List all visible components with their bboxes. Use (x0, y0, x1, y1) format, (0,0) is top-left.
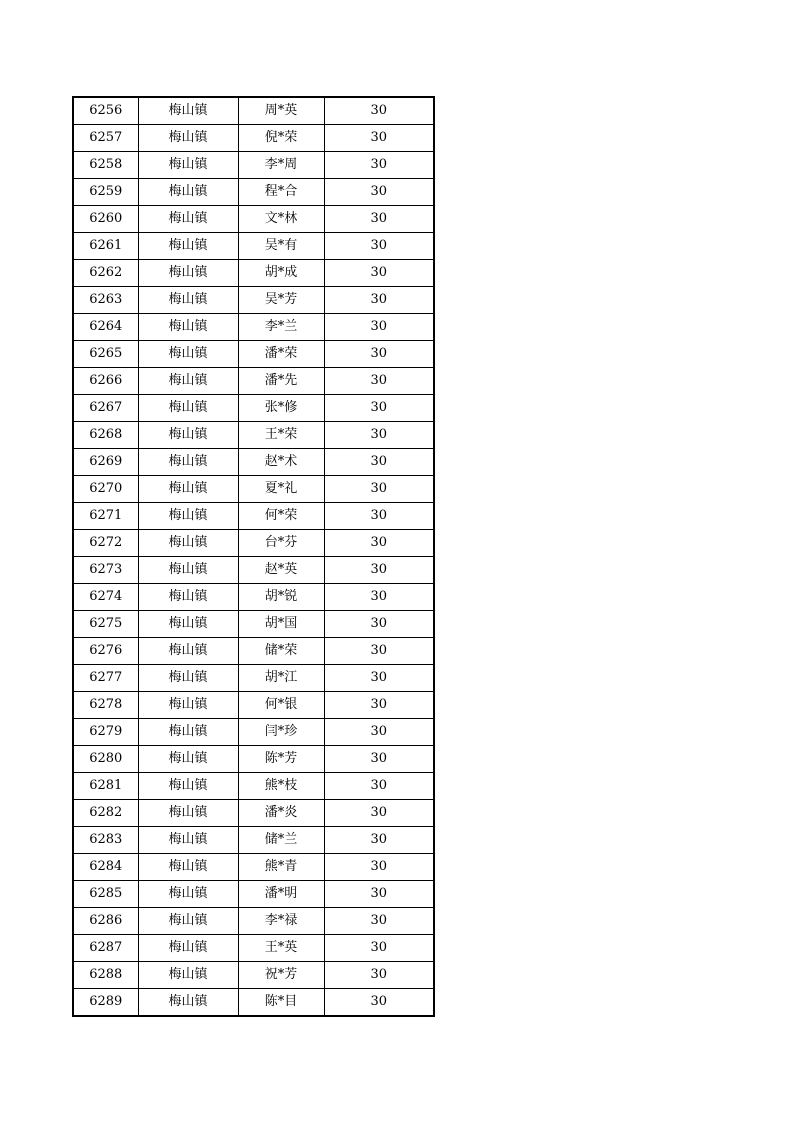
cell-id: 6285 (73, 881, 138, 908)
cell-town: 梅山镇 (138, 638, 238, 665)
cell-id: 6287 (73, 935, 138, 962)
cell-amount: 30 (324, 287, 434, 314)
cell-name: 赵*英 (238, 557, 324, 584)
cell-amount: 30 (324, 854, 434, 881)
cell-id: 6266 (73, 368, 138, 395)
cell-name: 储*荣 (238, 638, 324, 665)
cell-name: 李*兰 (238, 314, 324, 341)
cell-name: 张*修 (238, 395, 324, 422)
cell-name: 潘*炎 (238, 800, 324, 827)
cell-town: 梅山镇 (138, 800, 238, 827)
cell-amount: 30 (324, 530, 434, 557)
cell-town: 梅山镇 (138, 97, 238, 125)
table-row (73, 773, 434, 800)
table-row (73, 746, 434, 773)
table-row (73, 665, 434, 692)
cell-town: 梅山镇 (138, 908, 238, 935)
cell-amount: 30 (324, 449, 434, 476)
cell-amount: 30 (324, 233, 434, 260)
cell-id: 6275 (73, 611, 138, 638)
table-row (73, 395, 434, 422)
cell-id: 6261 (73, 233, 138, 260)
cell-amount: 30 (324, 503, 434, 530)
cell-town: 梅山镇 (138, 395, 238, 422)
cell-amount: 30 (324, 773, 434, 800)
cell-name: 祝*芳 (238, 962, 324, 989)
table-row (73, 935, 434, 962)
cell-amount: 30 (324, 719, 434, 746)
cell-town: 梅山镇 (138, 368, 238, 395)
cell-name: 吴*芳 (238, 287, 324, 314)
table-row (73, 962, 434, 989)
cell-town: 梅山镇 (138, 341, 238, 368)
cell-name: 潘*荣 (238, 341, 324, 368)
cell-id: 6267 (73, 395, 138, 422)
cell-amount: 30 (324, 989, 434, 1017)
cell-town: 梅山镇 (138, 692, 238, 719)
cell-id: 6274 (73, 584, 138, 611)
cell-name: 倪*荣 (238, 125, 324, 152)
table-body (73, 97, 434, 1016)
cell-town: 梅山镇 (138, 206, 238, 233)
cell-town: 梅山镇 (138, 530, 238, 557)
cell-name: 陈*目 (238, 989, 324, 1017)
cell-name: 夏*礼 (238, 476, 324, 503)
cell-amount: 30 (324, 584, 434, 611)
cell-town: 梅山镇 (138, 260, 238, 287)
cell-id: 6284 (73, 854, 138, 881)
cell-name: 潘*先 (238, 368, 324, 395)
cell-town: 梅山镇 (138, 584, 238, 611)
cell-town: 梅山镇 (138, 233, 238, 260)
cell-name: 王*英 (238, 935, 324, 962)
cell-id: 6262 (73, 260, 138, 287)
table-row (73, 827, 434, 854)
cell-town: 梅山镇 (138, 827, 238, 854)
cell-name: 吴*有 (238, 233, 324, 260)
table-row (73, 449, 434, 476)
table-row (73, 179, 434, 206)
cell-town: 梅山镇 (138, 719, 238, 746)
cell-amount: 30 (324, 908, 434, 935)
table-row (73, 422, 434, 449)
cell-town: 梅山镇 (138, 962, 238, 989)
cell-id: 6265 (73, 341, 138, 368)
table-row (73, 989, 434, 1017)
cell-town: 梅山镇 (138, 611, 238, 638)
table-row (73, 368, 434, 395)
table-row (73, 341, 434, 368)
cell-town: 梅山镇 (138, 314, 238, 341)
cell-id: 6269 (73, 449, 138, 476)
table-row (73, 503, 434, 530)
table-row (73, 476, 434, 503)
cell-name: 程*合 (238, 179, 324, 206)
cell-amount: 30 (324, 341, 434, 368)
table-row (73, 800, 434, 827)
cell-amount: 30 (324, 638, 434, 665)
cell-id: 6260 (73, 206, 138, 233)
cell-town: 梅山镇 (138, 935, 238, 962)
table-row (73, 260, 434, 287)
cell-id: 6258 (73, 152, 138, 179)
cell-id: 6288 (73, 962, 138, 989)
cell-name: 何*银 (238, 692, 324, 719)
cell-name: 潘*明 (238, 881, 324, 908)
cell-name: 文*林 (238, 206, 324, 233)
cell-amount: 30 (324, 125, 434, 152)
table-row (73, 692, 434, 719)
cell-name: 闫*珍 (238, 719, 324, 746)
cell-id: 6277 (73, 665, 138, 692)
cell-town: 梅山镇 (138, 854, 238, 881)
table-row (73, 584, 434, 611)
cell-town: 梅山镇 (138, 557, 238, 584)
cell-amount: 30 (324, 395, 434, 422)
table-row (73, 881, 434, 908)
cell-amount: 30 (324, 314, 434, 341)
cell-amount: 30 (324, 827, 434, 854)
cell-town: 梅山镇 (138, 152, 238, 179)
cell-amount: 30 (324, 611, 434, 638)
cell-name: 熊*枝 (238, 773, 324, 800)
cell-amount: 30 (324, 692, 434, 719)
cell-amount: 30 (324, 476, 434, 503)
cell-amount: 30 (324, 800, 434, 827)
cell-town: 梅山镇 (138, 449, 238, 476)
table-row (73, 908, 434, 935)
cell-amount: 30 (324, 152, 434, 179)
cell-id: 6256 (73, 97, 138, 125)
cell-name: 台*芬 (238, 530, 324, 557)
cell-name: 储*兰 (238, 827, 324, 854)
cell-amount: 30 (324, 962, 434, 989)
table-row (73, 152, 434, 179)
cell-town: 梅山镇 (138, 773, 238, 800)
cell-id: 6272 (73, 530, 138, 557)
cell-amount: 30 (324, 97, 434, 125)
cell-town: 梅山镇 (138, 125, 238, 152)
table-row (73, 314, 434, 341)
table-row (73, 125, 434, 152)
cell-amount: 30 (324, 422, 434, 449)
cell-town: 梅山镇 (138, 476, 238, 503)
cell-id: 6273 (73, 557, 138, 584)
cell-amount: 30 (324, 179, 434, 206)
table-row (73, 530, 434, 557)
cell-amount: 30 (324, 260, 434, 287)
cell-id: 6278 (73, 692, 138, 719)
table-row (73, 287, 434, 314)
cell-name: 陈*芳 (238, 746, 324, 773)
cell-town: 梅山镇 (138, 287, 238, 314)
cell-id: 6270 (73, 476, 138, 503)
cell-name: 王*荣 (238, 422, 324, 449)
cell-id: 6268 (73, 422, 138, 449)
cell-id: 6263 (73, 287, 138, 314)
cell-town: 梅山镇 (138, 179, 238, 206)
cell-amount: 30 (324, 206, 434, 233)
cell-amount: 30 (324, 881, 434, 908)
cell-id: 6281 (73, 773, 138, 800)
cell-town: 梅山镇 (138, 503, 238, 530)
data-table (72, 96, 435, 1017)
table-row (73, 719, 434, 746)
cell-name: 赵*术 (238, 449, 324, 476)
cell-name: 胡*锐 (238, 584, 324, 611)
cell-id: 6286 (73, 908, 138, 935)
cell-name: 李*周 (238, 152, 324, 179)
cell-name: 胡*国 (238, 611, 324, 638)
cell-id: 6283 (73, 827, 138, 854)
cell-id: 6282 (73, 800, 138, 827)
table-row (73, 206, 434, 233)
cell-amount: 30 (324, 935, 434, 962)
cell-name: 周*英 (238, 97, 324, 125)
cell-amount: 30 (324, 665, 434, 692)
table-row (73, 638, 434, 665)
cell-town: 梅山镇 (138, 989, 238, 1017)
table-row (73, 611, 434, 638)
cell-name: 胡*江 (238, 665, 324, 692)
cell-amount: 30 (324, 557, 434, 584)
cell-amount: 30 (324, 746, 434, 773)
cell-id: 6276 (73, 638, 138, 665)
cell-name: 李*禄 (238, 908, 324, 935)
cell-name: 何*荣 (238, 503, 324, 530)
cell-town: 梅山镇 (138, 746, 238, 773)
table-row (73, 557, 434, 584)
cell-id: 6271 (73, 503, 138, 530)
table-row (73, 854, 434, 881)
cell-id: 6259 (73, 179, 138, 206)
cell-town: 梅山镇 (138, 881, 238, 908)
cell-id: 6264 (73, 314, 138, 341)
cell-id: 6289 (73, 989, 138, 1017)
table-row (73, 97, 434, 125)
cell-id: 6257 (73, 125, 138, 152)
cell-id: 6279 (73, 719, 138, 746)
table-row (73, 233, 434, 260)
cell-name: 熊*青 (238, 854, 324, 881)
cell-town: 梅山镇 (138, 665, 238, 692)
cell-name: 胡*成 (238, 260, 324, 287)
cell-id: 6280 (73, 746, 138, 773)
cell-town: 梅山镇 (138, 422, 238, 449)
cell-amount: 30 (324, 368, 434, 395)
